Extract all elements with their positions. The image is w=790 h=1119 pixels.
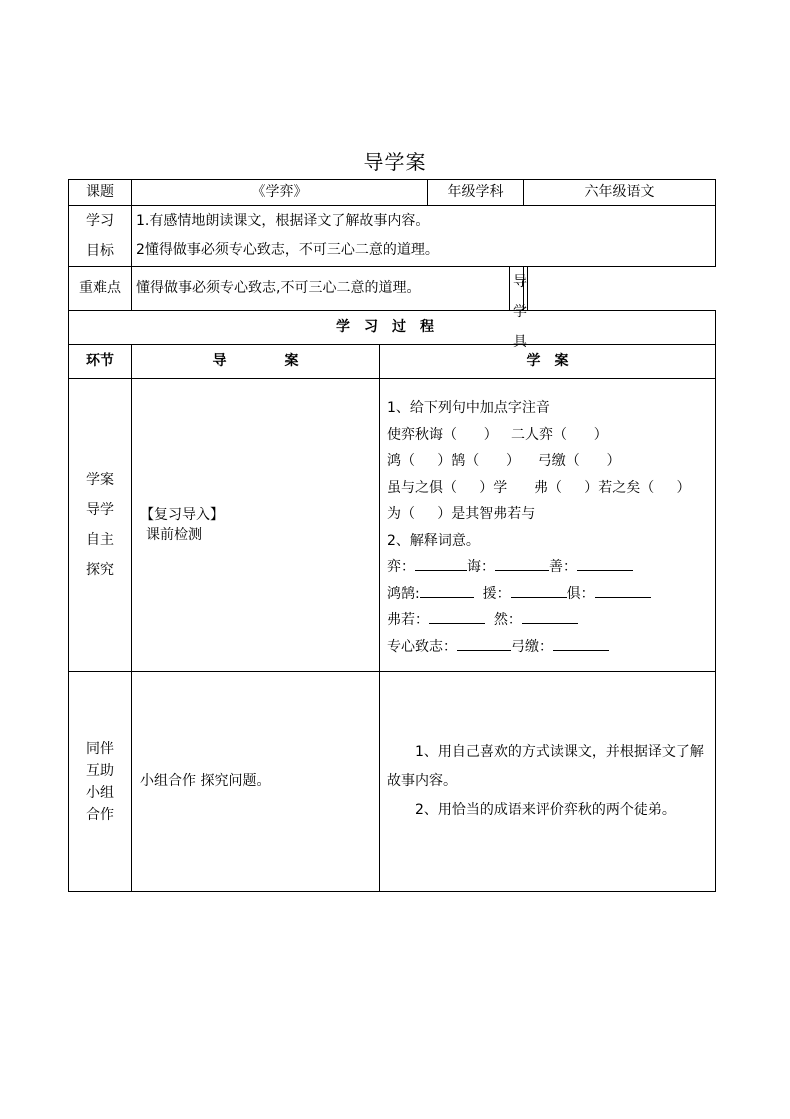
- definition-line-3: [387, 607, 715, 634]
- row1-stage-line: 学案: [86, 472, 114, 488]
- question-1: 1、给下列句中加点字注音: [387, 400, 550, 416]
- definition-term: 弈：: [387, 559, 415, 575]
- focus-value: 懂得做事必须专心致志,不可三心二意的道理。: [132, 267, 510, 311]
- pre-class-check-label: 课前检测: [146, 527, 202, 543]
- objectives-label-line1: 学习: [86, 213, 114, 229]
- page-title: 导学案: [363, 150, 427, 174]
- self-study-row: [69, 379, 716, 672]
- coop-task-1: 1、用自己喜欢的方式读课文，并根据译文了解故事内容。: [387, 744, 704, 789]
- objective-item-1: 1.有感情地朗读课文，根据译文了解故事内容。: [136, 213, 430, 229]
- row2-stage-line: 互助: [86, 762, 114, 779]
- row1-stage-line: 探究: [86, 562, 114, 578]
- definition-term: 鸿鹄:: [387, 585, 420, 602]
- tools-label: 导学具: [510, 267, 528, 310]
- pinyin-line: 使弈秋诲（ ） 二人弈（ ）: [387, 426, 608, 443]
- definition-term: 俱：: [566, 585, 595, 602]
- definition-line-1: [387, 554, 715, 581]
- focus-label: 重难点: [69, 267, 132, 311]
- peer-cooperation-row: [69, 672, 716, 892]
- answer-blank[interactable]: [553, 636, 609, 651]
- tools-cell: [510, 267, 527, 350]
- answer-blank[interactable]: [511, 583, 567, 598]
- row1-study: [380, 379, 716, 672]
- definition-term: 专心致志：: [387, 638, 457, 655]
- col-stage-header: 环节: [69, 345, 132, 379]
- answer-blank[interactable]: [595, 583, 651, 598]
- grade-label: 年级学科: [428, 180, 524, 206]
- pinyin-line: 虽与之俱（ ）学 弗（ ）若之矣（ ）: [387, 479, 691, 496]
- row1-stage: [69, 379, 132, 672]
- definition-term: 弗若：: [387, 612, 429, 628]
- row2-stage-line: 合作: [86, 806, 114, 823]
- process-heading-row: [69, 311, 716, 345]
- definition-term: 弓缴：: [511, 638, 553, 655]
- header-row: [69, 180, 716, 206]
- review-intro-label: 【复习导入】: [140, 507, 224, 523]
- row2-guide: 小组合作 探究问题。: [132, 672, 380, 892]
- question-2: 2、解释词意。: [387, 532, 480, 549]
- pinyin-line: 为（ ）是其智弗若与: [387, 506, 536, 522]
- row1-stage-line: 自主: [86, 532, 114, 548]
- answer-blank[interactable]: [420, 583, 474, 598]
- guide-sheet-table: [68, 179, 716, 892]
- col-guide-header: 导案: [132, 345, 380, 379]
- pinyin-line: 鸿（ ）鹄（ ） 弓缴（ ）: [387, 453, 621, 469]
- answer-blank[interactable]: [429, 609, 485, 624]
- process-heading: 学习过程: [69, 311, 716, 345]
- answer-blank[interactable]: [522, 609, 578, 624]
- definition-term: 援：: [482, 585, 511, 602]
- row2-study: [380, 672, 716, 892]
- definition-line-4: [387, 634, 715, 661]
- answer-blank[interactable]: [457, 636, 511, 651]
- focus-row: [69, 267, 716, 311]
- objectives-row: [69, 206, 716, 267]
- definition-term: 善：: [549, 559, 577, 575]
- col-study-header: 学案: [380, 345, 716, 379]
- topic-value: 《学弈》: [132, 180, 428, 206]
- row1-guide: [132, 379, 380, 672]
- row1-stage-line: 导学: [86, 502, 114, 518]
- definition-line-2: [387, 581, 715, 608]
- row2-stage-line: 同伴: [86, 740, 114, 757]
- objective-item-2: 2懂得做事必须专心致志，不可三心二意的道理。: [136, 242, 439, 258]
- answer-blank[interactable]: [415, 556, 467, 571]
- row2-stage-line: 小组: [86, 784, 114, 801]
- objectives-label-line2: 目标: [86, 243, 114, 259]
- coop-task-2: 2、用恰当的成语来评价弈秋的两个徒弟。: [415, 802, 676, 818]
- column-header-row: [69, 345, 716, 379]
- answer-blank[interactable]: [577, 556, 633, 571]
- topic-label: 课题: [69, 180, 132, 206]
- answer-blank[interactable]: [495, 556, 549, 571]
- objectives-content: [132, 206, 716, 267]
- objectives-label: [69, 206, 132, 267]
- definition-term: 诲：: [467, 559, 495, 575]
- row2-stage: [69, 672, 132, 892]
- grade-value: 六年级语文: [524, 180, 716, 206]
- definition-term: 然：: [493, 612, 522, 628]
